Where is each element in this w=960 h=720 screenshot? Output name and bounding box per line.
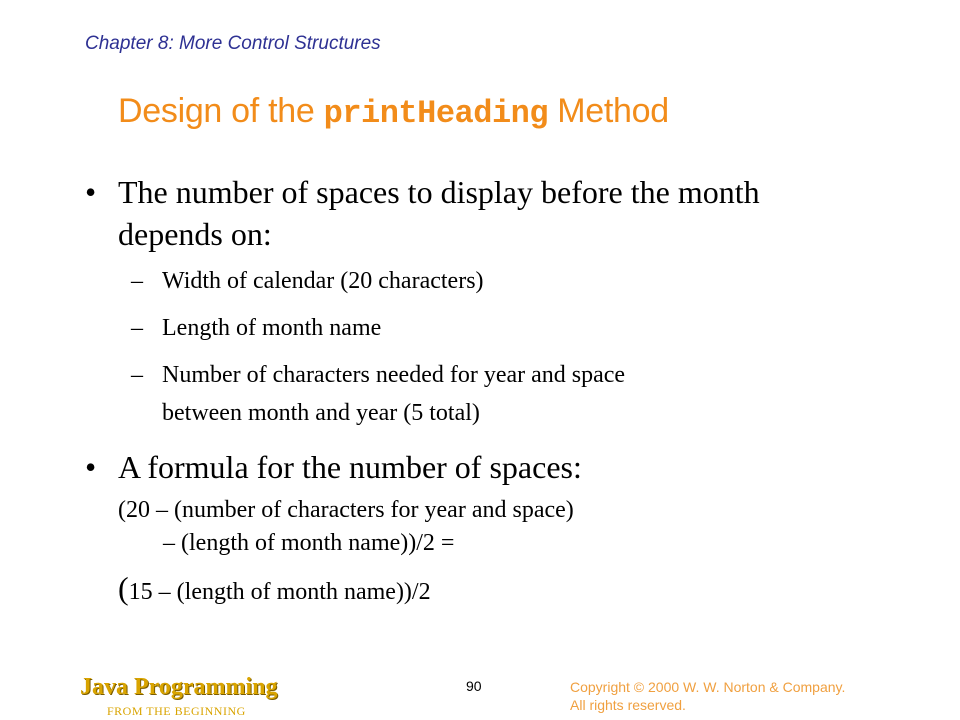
subitem-2-marker: – <box>131 315 143 341</box>
formula-line-3 <box>118 572 431 608</box>
book-title-logo: Java Programming <box>80 674 278 700</box>
title-suffix: Method <box>548 92 669 130</box>
slide-title <box>118 92 669 132</box>
subitem-3-line-2: between month and year (5 total) <box>162 400 480 426</box>
chapter-header: Chapter 8: More Control Structures <box>85 33 381 54</box>
subitem-3 <box>131 359 625 391</box>
subitem-3-marker: – <box>131 362 143 388</box>
bullet-1-line-1: The number of spaces to display before the month <box>118 174 760 210</box>
page-number: 90 <box>466 678 482 694</box>
formula-line-3-text: 15 – (length of month name))/2 <box>128 579 431 605</box>
bullet-1 <box>85 171 760 213</box>
formula-line-2: – (length of month name))/2 = <box>163 530 455 556</box>
title-method-name: printHeading <box>323 95 549 132</box>
bullet-2-line-1: A formula for the number of spaces: <box>118 449 582 485</box>
subitem-1 <box>131 265 484 297</box>
subitem-3-line-1: Number of characters needed for year and space <box>162 362 626 388</box>
formula-line-1: (20 – (number of characters for year and space) <box>118 497 574 523</box>
bullet-1-line-2: depends on: <box>118 216 272 252</box>
copyright-line-1: Copyright © 2000 W. W. Norton & Company. <box>570 679 846 695</box>
subitem-1-marker: – <box>131 268 143 294</box>
subitem-1-text: Width of calendar (20 characters) <box>162 268 484 294</box>
copyright-line-2: All rights reserved. <box>570 697 686 713</box>
copyright-notice <box>570 678 845 714</box>
book-subtitle: FROM THE BEGINNING <box>107 704 246 718</box>
formula-line-3-paren: ( <box>118 570 129 606</box>
subitem-2-text: Length of month name <box>162 315 382 341</box>
subitem-2 <box>131 312 381 344</box>
title-prefix: Design of the <box>118 92 324 130</box>
bullet-2 <box>85 446 582 488</box>
bullet-1-marker: • <box>85 174 97 210</box>
bullet-2-marker: • <box>85 449 97 485</box>
